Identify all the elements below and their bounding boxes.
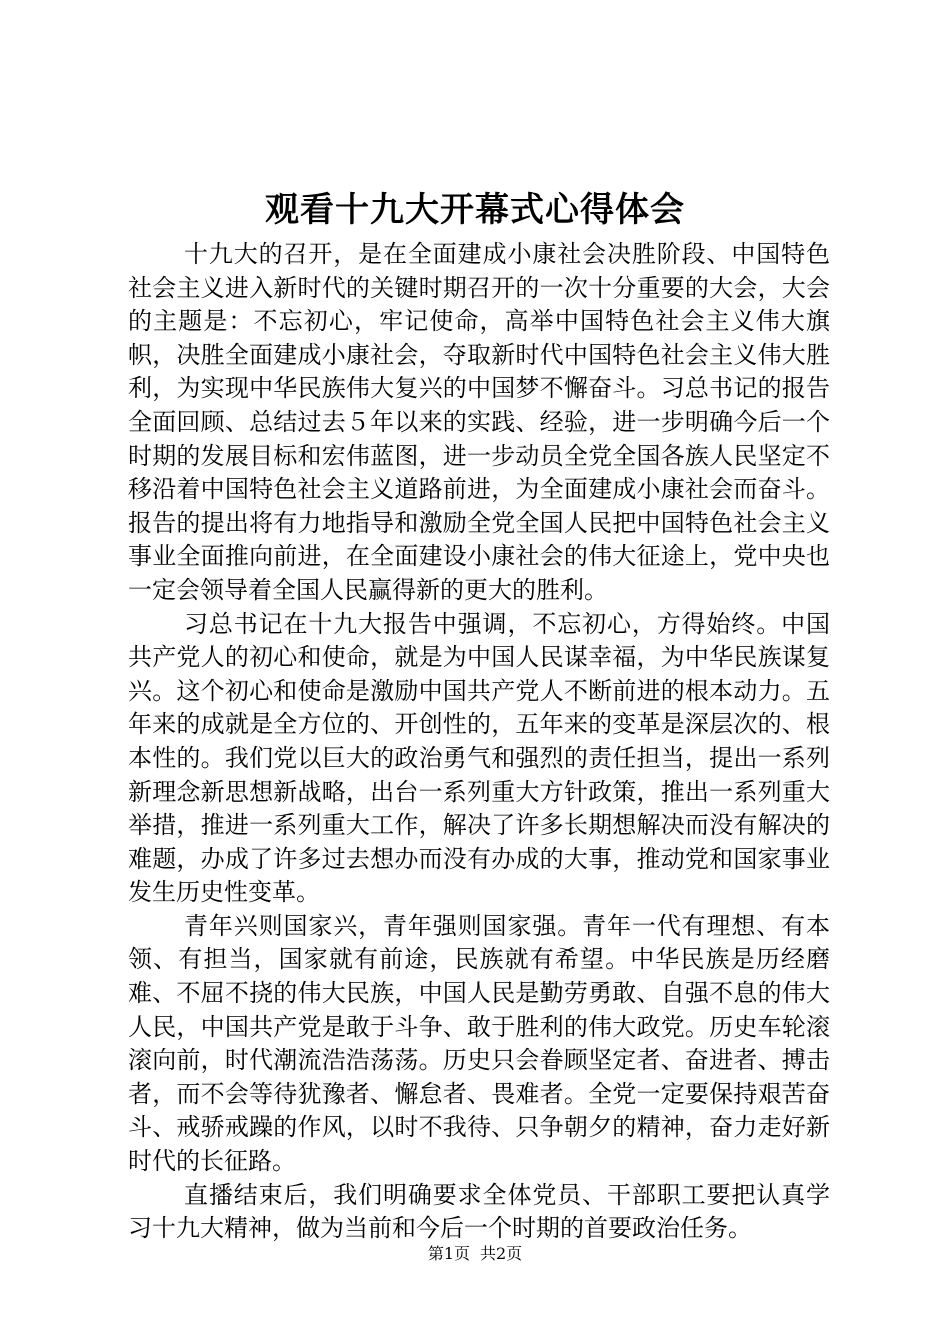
paragraph-3: 青年兴则国家兴，青年强则国家强。青年一代有理想、有本领、有担当，国家就有前途，民族就有希望。中华民族是历经磨难、不屈不挠的伟大民族，中国人民是勤劳勇敢、自强不息的伟大人民，中国共产党是敢于斗争、敢于胜利的伟大政党。历史车轮滚滚向前，时代潮流浩浩荡荡。历史只会眷顾坚定者、奋进者、搏击者，而不会等待犹豫者、懈怠者、畏难者。全党一定要保持艰苦奋斗、戒骄戒躁的作风，以时不我待、只争朝夕的精神，奋力走好新时代的长征路。 <box>128 911 830 1176</box>
paragraph-4: 直播结束后，我们明确要求全体党员、干部职工要把认真学习十九大精神，做为当前和今后一个时期的首要政治任务。 <box>128 1180 830 1243</box>
page-number: 第1页 <box>427 1244 470 1263</box>
page-total: 共2页 <box>480 1244 523 1263</box>
document-body <box>128 238 830 1246</box>
paragraph-2: 习总书记在十九大报告中强调，不忘初心，方得始终。中国共产党人的初心和使命，就是为中国人民谋幸福，为中华民族谋复兴。这个初心和使命是激励中国共产党人不断前进的根本动力。五年来的成就是全方位的、开创性的，五年来的变革是深层次的、根本性的。我们党以巨大的政治勇气和强烈的责任担当，提出一系列新理念新思想新战略，出台一系列重大方针政策，推出一系列重大举措，推进一系列重大工作，解决了许多长期想解决而没有解决的难题，办成了许多过去想办而没有办成的大事，推动党和国家事业发生历史性变革。 <box>128 609 830 907</box>
page-footer <box>0 1243 950 1265</box>
paragraph-1: 十九大的召开，是在全面建成小康社会决胜阶段、中国特色社会主义进入新时代的关键时期召开的一次十分重要的大会，大会的主题是：不忘初心，牢记使命，高举中国特色社会主义伟大旗帜，决胜全面建成小康社会，夺取新时代中国特色社会主义伟大胜利，为实现中华民族伟大复兴的中国梦不懈奋斗。习总书记的报告全面回顾、总结过去５年以来的实践、经验，进一步明确今后一个时期的发展目标和宏伟蓝图，进一步动员全党全国各族人民坚定不移沿着中国特色社会主义道路前进，为全面建成小康社会而奋斗。报告的提出将有力地指导和激励全党全国人民把中国特色社会主义事业全面推向前进，在全面建设小康社会的伟大征途上，党中央也一定会领导着全国人民赢得新的更大的胜利。 <box>128 240 830 604</box>
document-title: 观看十九大开幕式心得体会 <box>265 190 685 230</box>
